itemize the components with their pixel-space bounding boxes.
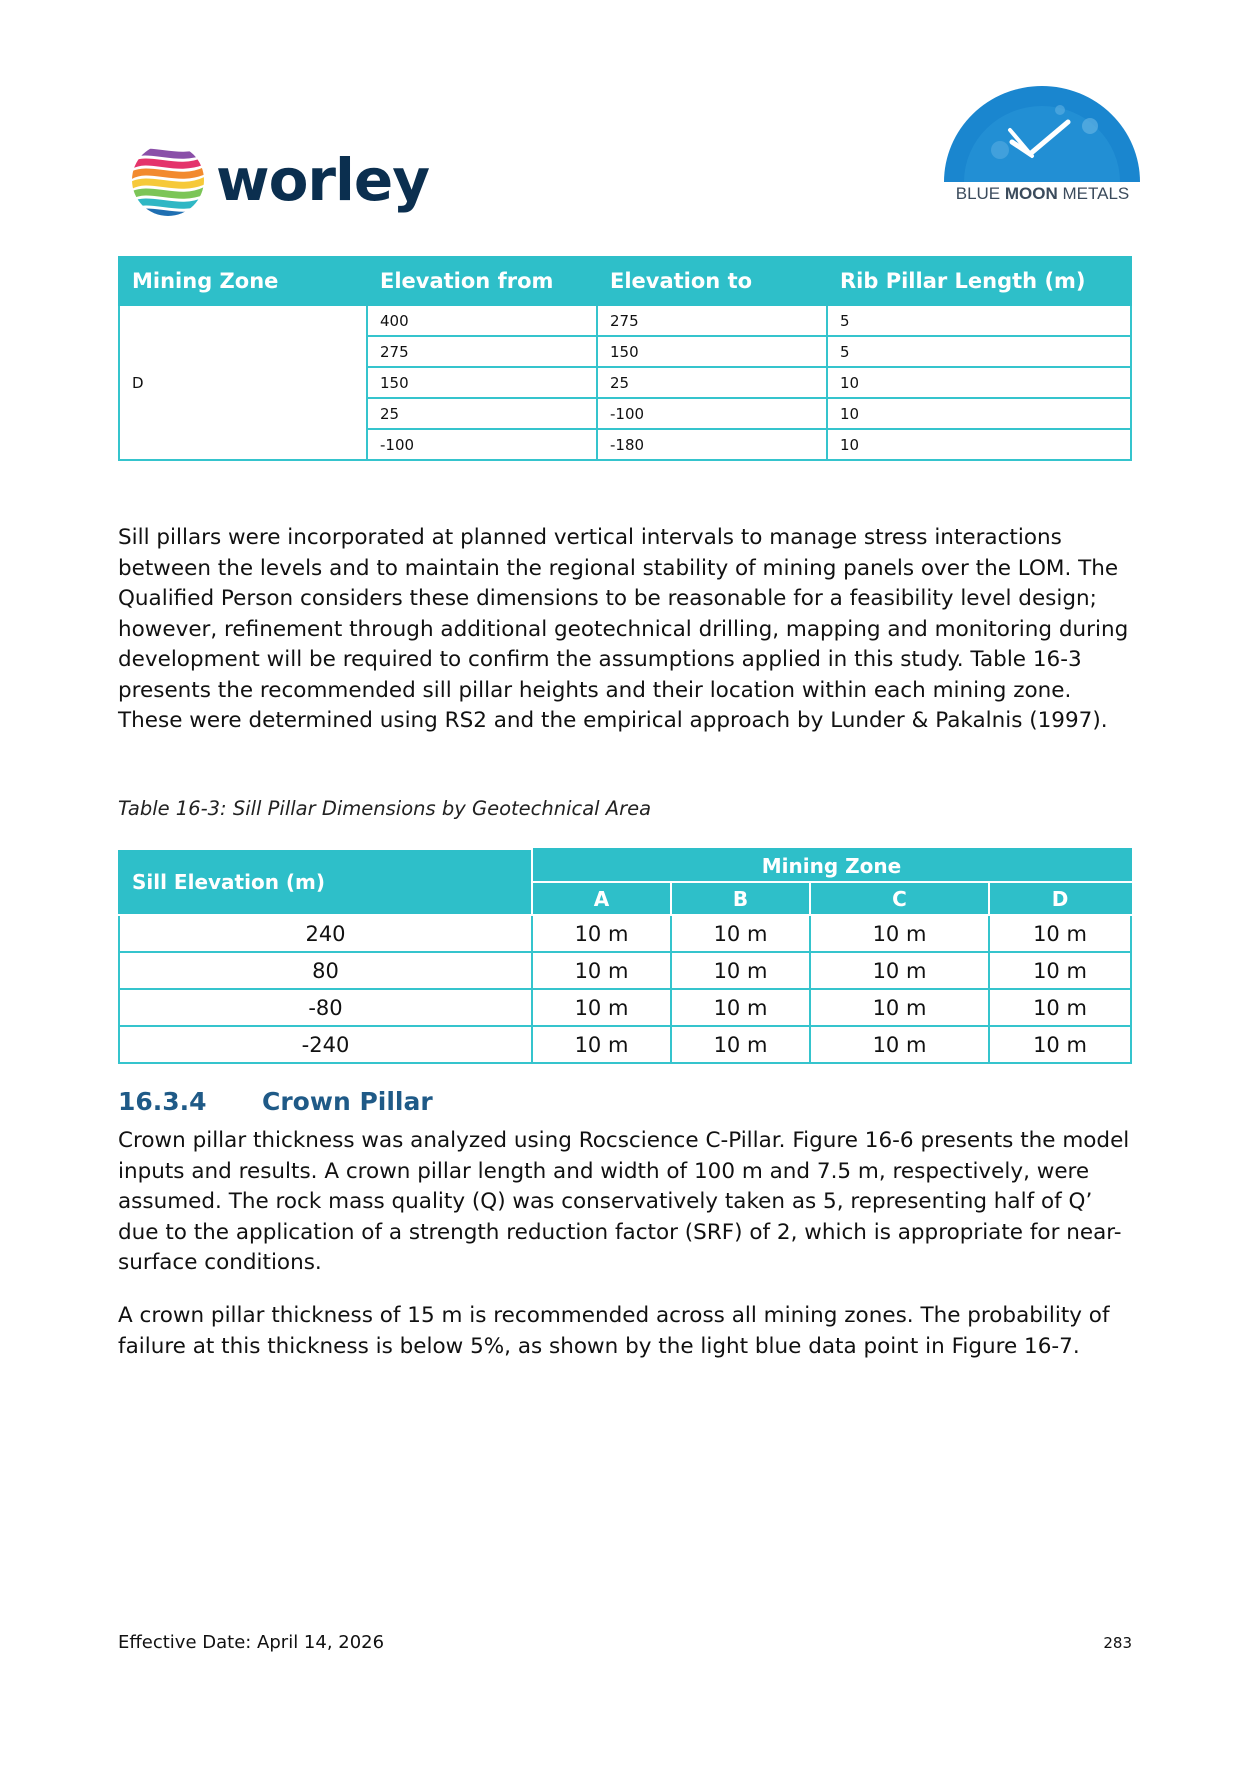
body-paragraph: Sill pillars were incorporated at planned vertical intervals to manage stress interactions between the levels and to maintain the regional stability of mining panels over the LOM. The Qualified Person considers these dimensions to be reasonable for a feasibility level design; however, refinement through additional geotechnical drilling, mapping and monitoring during development will be required to confirm the assumptions applied in this study. Table 16-3 presents the recommended sill pillar heights and their location within each mining zone. These were determined using RS2 and the empirical approach by Lunder & Pakalnis (1997).	[118, 525, 1129, 733]
moon-icon	[940, 80, 1145, 182]
table-cell: 10 m	[671, 915, 810, 952]
column-header: Elevation to	[597, 257, 827, 305]
table-cell: 10 m	[810, 915, 989, 952]
table-cell: 10 m	[671, 952, 810, 989]
table-cell: 80	[119, 952, 532, 989]
table-cell: 10 m	[671, 1026, 810, 1063]
table-row	[119, 915, 1131, 952]
rib-pillar-table	[118, 256, 1132, 461]
column-group-header: Mining Zone	[532, 849, 1131, 882]
table-cell: 10 m	[532, 1026, 671, 1063]
table-cell: 10	[827, 367, 1131, 398]
body-paragraph: Crown pillar thickness was analyzed using Rocscience C-Pillar. Figure 16-6 presents the model inputs and results. A crown pillar length and width of 100 m and 7.5 m, respectively, were assumed. The rock mass quality (Q) was conservatively taken as 5, representing half of Q’ due to the application of a strength reduction factor (SRF) of 2, which is appropriate for near-surface conditions.	[118, 1128, 1130, 1275]
table-row	[119, 989, 1131, 1026]
worley-logo	[128, 138, 429, 222]
section-heading	[118, 1087, 433, 1116]
column-header: Sill Elevation (m)	[119, 849, 532, 915]
table-cell: 150	[367, 367, 597, 398]
body-paragraph: A crown pillar thickness of 15 m is recommended across all mining zones. The probability of failure at this thickness is below 5%, as shown by the light blue data point in Figure 16-7.	[118, 1303, 1110, 1359]
table-cell: 25	[597, 367, 827, 398]
table-cell: -240	[119, 1026, 532, 1063]
footer-page-number: 283	[1103, 1634, 1132, 1652]
sill-pillar-table	[118, 848, 1132, 1064]
table-cell: 10 m	[532, 989, 671, 1026]
table-cell: -80	[119, 989, 532, 1026]
table-cell: 150	[597, 336, 827, 367]
blue-moon-metals-logo	[940, 80, 1145, 210]
table-row	[119, 305, 1131, 336]
table-cell-zone: D	[119, 305, 367, 460]
table-cell: 10 m	[989, 915, 1131, 952]
table-caption: Table 16-3: Sill Pillar Dimensions by Geotechnical Area	[118, 797, 652, 820]
worley-swirl-icon	[128, 140, 208, 220]
table-row	[119, 1026, 1131, 1063]
footer-effective-date: Effective Date: April 14, 2026	[118, 1632, 385, 1653]
section-title: Crown Pillar	[262, 1087, 433, 1116]
column-header: B	[671, 882, 810, 915]
table-cell: 10 m	[810, 989, 989, 1026]
table-cell: 10 m	[532, 915, 671, 952]
table-cell: 10 m	[810, 952, 989, 989]
column-header: Elevation from	[367, 257, 597, 305]
table-cell: 10 m	[989, 989, 1131, 1026]
table-cell: 10	[827, 429, 1131, 460]
table-cell: 10 m	[989, 1026, 1131, 1063]
column-header: Mining Zone	[119, 257, 367, 305]
section-number: 16.3.4	[118, 1087, 207, 1116]
blue-moon-metals-text: BLUE MOON METALS	[955, 184, 1130, 203]
table-cell: -180	[597, 429, 827, 460]
worley-wordmark: worley	[216, 146, 430, 214]
column-header: D	[989, 882, 1131, 915]
table-cell: -100	[597, 398, 827, 429]
table-cell: 25	[367, 398, 597, 429]
table-header-row	[119, 257, 1131, 305]
table-header-row	[119, 849, 1131, 882]
table-cell: 10 m	[989, 952, 1131, 989]
table-cell: 10	[827, 398, 1131, 429]
column-header: Rib Pillar Length (m)	[827, 257, 1131, 305]
table-cell: 275	[597, 305, 827, 336]
table-cell: 10 m	[810, 1026, 989, 1063]
table-cell: 10 m	[671, 989, 810, 1026]
column-header: C	[810, 882, 989, 915]
table-cell: 275	[367, 336, 597, 367]
table-cell: 400	[367, 305, 597, 336]
table-row	[119, 952, 1131, 989]
table-cell: 10 m	[532, 952, 671, 989]
table-cell: 5	[827, 305, 1131, 336]
table-cell: 240	[119, 915, 532, 952]
table-cell: 5	[827, 336, 1131, 367]
column-header: A	[532, 882, 671, 915]
table-cell: -100	[367, 429, 597, 460]
